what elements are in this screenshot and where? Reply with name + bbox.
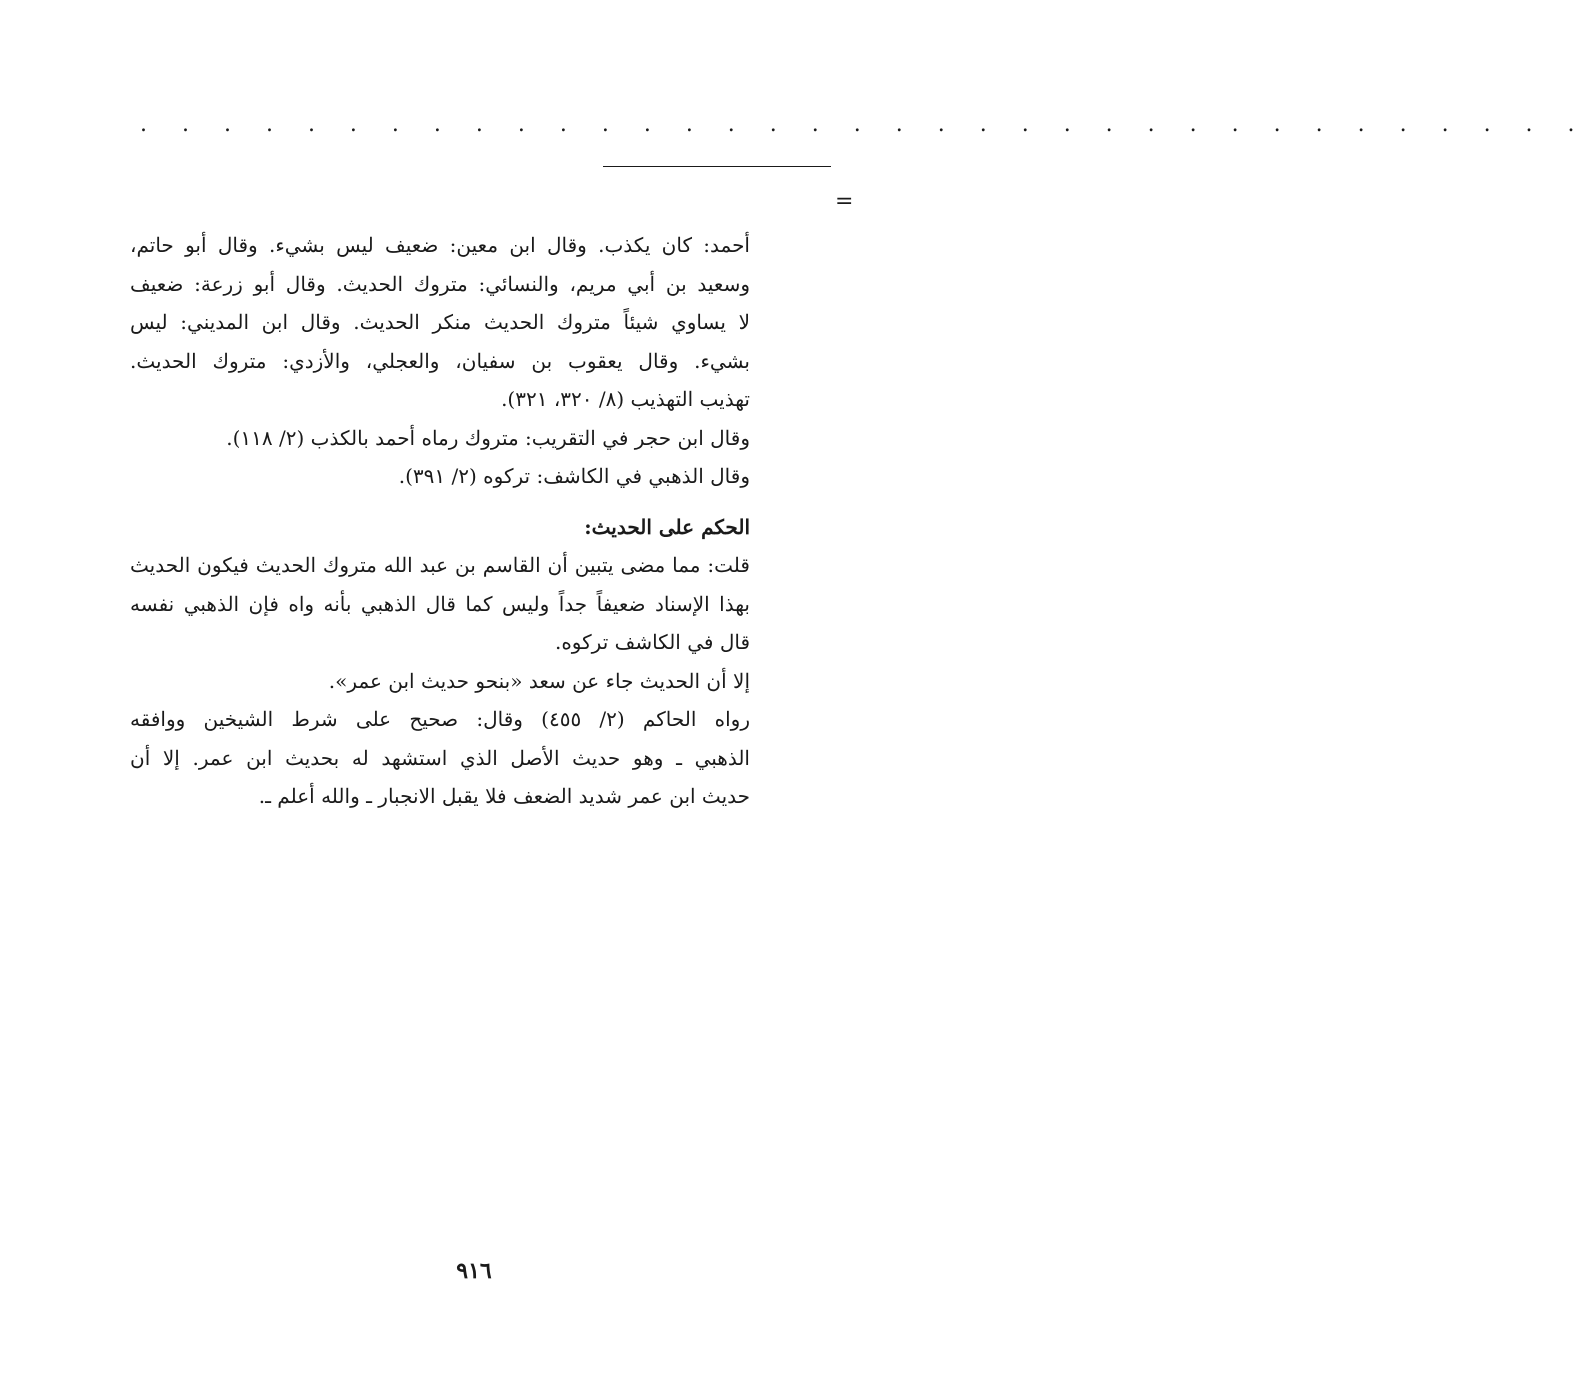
text-line: وسعيد بن أبي مريم، والنسائي: متروك الحديث. وقال أبو زرعة: ضعيف	[130, 271, 750, 296]
page-body	[130, 226, 750, 816]
text-line: بهذا الإسناد ضعيفاً جداً وليس كما قال الذهبي بأنه واه فإن الذهبي نفسه	[130, 591, 750, 616]
text-line: تهذيب التهذيب (٨/ ٣٢٠، ٣٢١).	[501, 387, 750, 411]
continuation-mark: =	[835, 189, 854, 214]
text-line: قال في الكاشف تركوه.	[554, 630, 750, 654]
text-line: لا يساوي شيئاً متروك الحديث منكر الحديث. وقال ابن المديني: ليس	[130, 310, 750, 334]
text-line: الذهبي ـ وهو حديث الأصل الذي استشهد له بحديث ابن عمر. إلا أن	[130, 745, 750, 770]
separator-dots: . . . . . . . . . . . . . . . . . . . . . . . . . . . . . . . . . . .	[140, 112, 1589, 137]
text-line: قلت: مما مضى يتبين أن القاسم بن عبد الله متروك الحديث فيكون الحديث	[130, 553, 750, 577]
ibn-hajar-line: وقال ابن حجر في التقريب: متروك رماه أحمد بالكذب (٢/ ١١٨).	[226, 425, 750, 450]
text-line: أحمد: كان يكذب. وقال ابن معين: ضعيف ليس بشيء. وقال أبو حاتم،	[130, 233, 750, 257]
text-line: حديث ابن عمر شديد الضعف فلا يقبل الانجبار ـ والله أعلم ـ.	[258, 784, 750, 808]
page-number: ٩١٦	[456, 1258, 492, 1284]
text-line: رواه الحاكم (٢/ ٤٥٥) وقال: صحيح على شرط الشيخين ووافقه	[130, 707, 750, 731]
footnote-rule	[603, 166, 831, 167]
text-line: بشيء. وقال يعقوب بن سفيان، والعجلي، والأزدي: متروك الحديث.	[130, 348, 750, 373]
ruling-heading: الحكم على الحديث:	[584, 514, 750, 539]
dhahabi-line: وقال الذهبي في الكاشف: تركوه (٢/ ٣٩١).	[398, 464, 750, 488]
except-line: إلا أن الحديث جاء عن سعد «بنحو حديث ابن عمر».	[328, 668, 750, 693]
